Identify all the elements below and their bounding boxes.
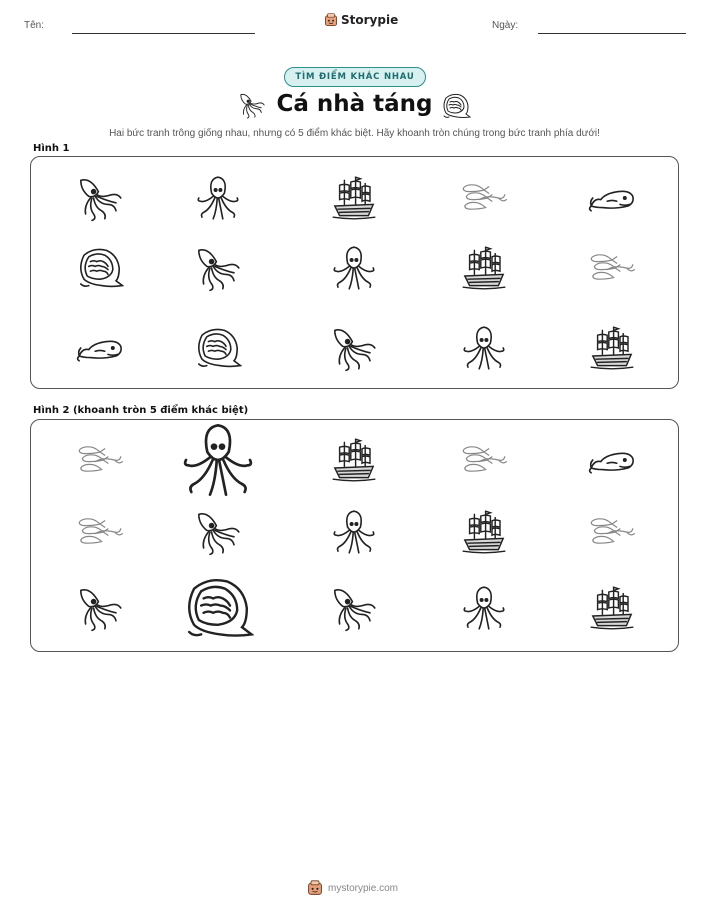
name-label: Tên: xyxy=(24,20,45,31)
whale-head-icon[interactable] xyxy=(182,572,254,644)
storypie-logo-icon xyxy=(307,880,323,896)
whales-icon[interactable] xyxy=(588,508,636,556)
octopus-icon[interactable] xyxy=(178,420,258,500)
squid-icon[interactable] xyxy=(330,584,378,632)
squid-icon xyxy=(76,174,124,222)
ship-icon xyxy=(588,324,636,372)
ship-icon[interactable] xyxy=(460,508,508,556)
brand xyxy=(324,13,398,27)
footer-site[interactable]: mystorypie.com xyxy=(328,882,399,894)
octopus-icon xyxy=(460,324,508,372)
date-field[interactable] xyxy=(538,33,686,34)
octopus-icon[interactable] xyxy=(330,508,378,556)
whales-icon[interactable] xyxy=(460,436,508,484)
whale-icon[interactable] xyxy=(588,436,636,484)
octopus-icon[interactable] xyxy=(460,584,508,632)
picture1-label: Hình 1 xyxy=(33,143,70,154)
whales-icon xyxy=(588,244,636,292)
whale-icon xyxy=(588,174,636,222)
whale-icon xyxy=(76,324,124,372)
picture2-label: Hình 2 (khoanh tròn 5 điểm khác biệt) xyxy=(33,405,249,416)
ship-icon xyxy=(330,174,378,222)
whale-head-icon xyxy=(194,324,242,372)
whale-head-icon xyxy=(76,244,124,292)
squid-icon[interactable] xyxy=(194,508,242,556)
instructions: Hai bức tranh trông giống nhau, nhưng có 5 điểm khác biệt. Hãy khoanh tròn chúng trong bức tranh phía dưới! xyxy=(109,128,600,139)
octopus-icon xyxy=(330,244,378,292)
whales-icon xyxy=(460,174,508,222)
squid-icon xyxy=(194,244,242,292)
ship-icon xyxy=(460,244,508,292)
whale-head-icon xyxy=(441,91,471,121)
storypie-logo-icon xyxy=(324,13,338,27)
footer xyxy=(307,880,398,896)
ship-icon[interactable] xyxy=(330,436,378,484)
whales-icon[interactable] xyxy=(76,436,124,484)
octopus-icon xyxy=(194,174,242,222)
page-title: Cá nhà táng xyxy=(276,91,433,117)
squid-icon[interactable] xyxy=(76,584,124,632)
ship-icon[interactable] xyxy=(588,584,636,632)
name-field[interactable] xyxy=(72,33,255,34)
date-label: Ngày: xyxy=(492,20,519,31)
activity-badge: TÌM ĐIỂM KHÁC NHAU xyxy=(284,67,426,87)
brand-name: Storypie xyxy=(341,13,399,27)
whales-icon[interactable] xyxy=(76,508,124,556)
squid-icon xyxy=(330,324,378,372)
